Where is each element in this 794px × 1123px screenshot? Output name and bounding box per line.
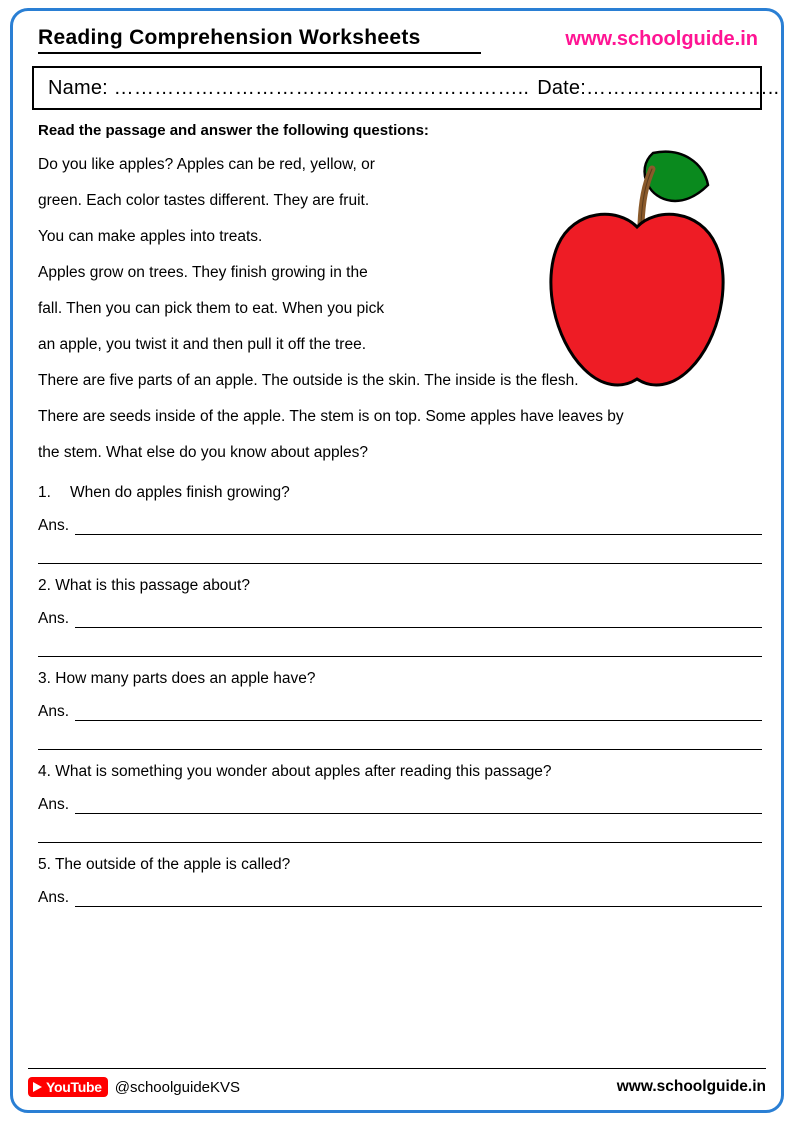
- question-text: [38, 762, 762, 782]
- answer-line[interactable]: [38, 630, 762, 657]
- passage-section: [32, 147, 762, 471]
- answer-line[interactable]: [75, 704, 762, 721]
- answer-line[interactable]: [38, 537, 762, 564]
- date-field-label[interactable]: Date:………………………..: [537, 76, 780, 99]
- question-text: [38, 855, 762, 875]
- passage-line: the stem. What else do you know about apples?: [38, 444, 369, 461]
- passage-line: Do you like apples? Apples can be red, yellow, or: [38, 156, 375, 173]
- question-item: [38, 855, 762, 907]
- footer: [28, 1068, 766, 1097]
- header-website-link[interactable]: www.schoolguide.in: [565, 28, 758, 50]
- question-label: The outside of the apple is called?: [54, 856, 291, 873]
- answer-label: Ans.: [38, 796, 70, 813]
- answer-row[interactable]: [38, 796, 762, 814]
- question-number: 4.: [38, 763, 51, 780]
- youtube-handle[interactable]: @schoolguideKVS: [114, 1078, 241, 1096]
- answer-row[interactable]: [38, 703, 762, 721]
- question-number: 1.: [38, 484, 51, 501]
- question-text: [38, 483, 762, 503]
- question-item: [38, 483, 762, 564]
- youtube-wordmark: YouTube: [46, 1079, 102, 1095]
- youtube-group[interactable]: [28, 1077, 240, 1097]
- header: [32, 24, 762, 54]
- passage-line: green. Each color tastes different. They are fruit.: [38, 192, 370, 209]
- answer-row[interactable]: [38, 610, 762, 628]
- question-label: What is something you wonder about apples after reading this passage?: [55, 763, 552, 780]
- youtube-icon: [28, 1077, 108, 1097]
- answer-line[interactable]: [38, 723, 762, 750]
- answer-line[interactable]: [75, 797, 762, 814]
- footer-website-link[interactable]: www.schoolguide.in: [616, 1078, 766, 1095]
- play-triangle-icon: [33, 1082, 42, 1092]
- answer-line[interactable]: [75, 518, 762, 535]
- answer-row[interactable]: [38, 889, 762, 907]
- passage-line: You can make apples into treats.: [38, 228, 263, 245]
- name-field-label[interactable]: Name: ……………………………………………………..: [48, 76, 530, 99]
- question-number: 3.: [38, 670, 51, 687]
- question-label: How many parts does an apple have?: [55, 670, 316, 687]
- question-item: [38, 576, 762, 657]
- answer-label: Ans.: [38, 889, 70, 906]
- name-date-box: [32, 66, 780, 110]
- passage-line: There are seeds inside of the apple. The stem is on top. Some apples have leaves by: [38, 408, 624, 425]
- passage-line: Apples grow on trees. They finish growing in the: [38, 264, 368, 281]
- worksheet-content: [10, 10, 784, 907]
- question-item: [38, 762, 762, 843]
- question-text: [38, 669, 762, 689]
- question-number: 5.: [38, 856, 51, 873]
- answer-line[interactable]: [75, 611, 762, 628]
- passage-line: There are five parts of an apple. The outside is the skin. The inside is the flesh.: [38, 372, 579, 389]
- apple-illustration: [522, 141, 752, 399]
- question-item: [38, 669, 762, 750]
- answer-label: Ans.: [38, 703, 70, 720]
- question-text: [38, 576, 762, 596]
- passage-line: fall. Then you can pick them to eat. When you pick: [38, 300, 385, 317]
- question-number: 2.: [38, 577, 51, 594]
- answer-label: Ans.: [38, 517, 70, 534]
- answer-line[interactable]: [38, 816, 762, 843]
- question-label: When do apples finish growing?: [70, 484, 290, 501]
- instruction-text: Read the passage and answer the following questions:: [38, 122, 429, 139]
- answer-line[interactable]: [75, 890, 762, 907]
- questions-list: [32, 483, 762, 907]
- answer-row[interactable]: [38, 517, 762, 535]
- question-label: What is this passage about?: [55, 577, 250, 594]
- page-title: Reading Comprehension Worksheets: [38, 26, 481, 54]
- passage-line: an apple, you twist it and then pull it off the tree.: [38, 336, 367, 353]
- answer-label: Ans.: [38, 610, 70, 627]
